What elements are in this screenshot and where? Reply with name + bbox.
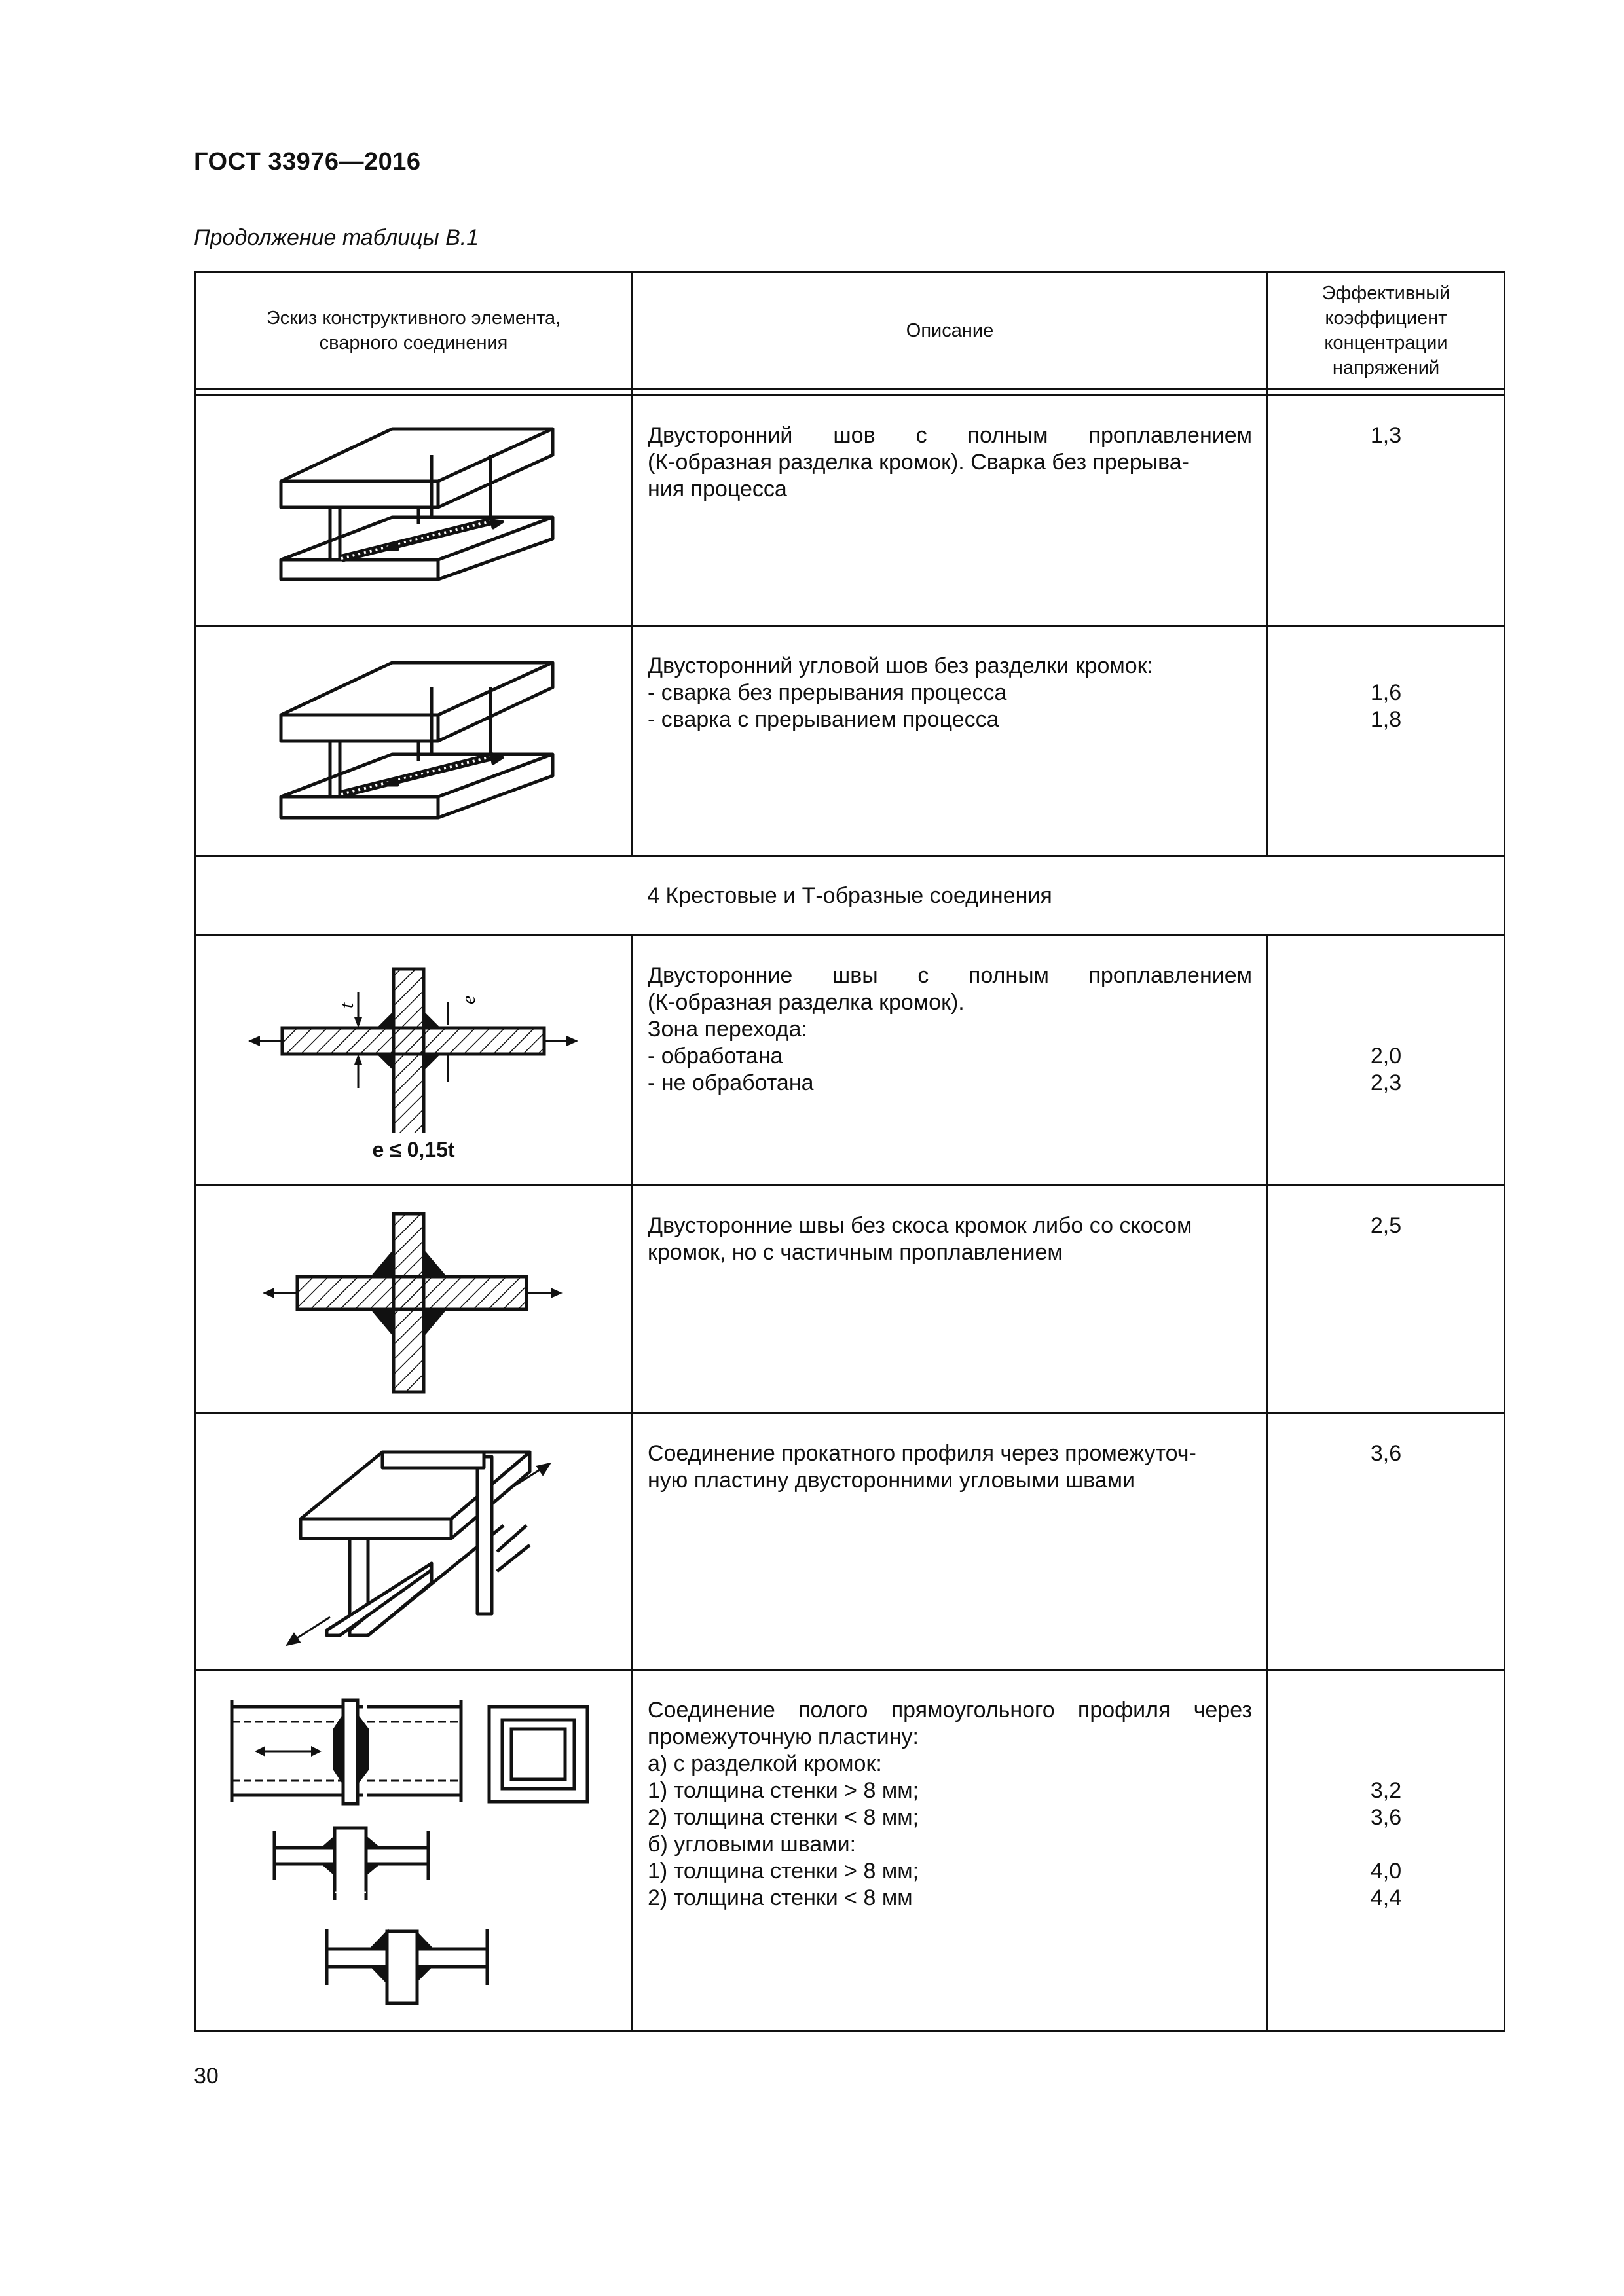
description-line: промежуточную пластину: [648, 1724, 919, 1749]
coefficient-value [1268, 1697, 1504, 1724]
table-row [195, 1186, 1505, 1413]
description-line: - не обработана [648, 1070, 814, 1095]
coefficient-cell [1268, 1413, 1505, 1670]
column-header-sketch: Эскиз конструктивного элемента, сварного соединения [195, 272, 633, 390]
description-line: (К-образная разделка кромок). [648, 990, 965, 1015]
effective-stress-table [194, 271, 1505, 2032]
column-header-description: Описание [633, 272, 1268, 390]
description-line: ния процесса [648, 477, 787, 501]
coefficient-value: 2,5 [1370, 1213, 1402, 1238]
document-number: ГОСТ 33976—2016 [194, 148, 421, 175]
section-title: 4 Крестовые и Т-образные соединения [195, 856, 1505, 936]
description-cell [633, 1413, 1268, 1670]
description-line: Соединение полого прямоугольного профиля через [648, 1698, 1252, 1722]
coefficient-cell [1268, 626, 1505, 856]
coefficient-value: 3,6 [1370, 1441, 1402, 1466]
description-cell [633, 395, 1268, 626]
coefficient-value [1268, 1831, 1504, 1858]
coefficient-cell [1268, 936, 1505, 1186]
table-caption: Продолжение таблицы В.1 [194, 225, 479, 250]
column-header-coefficient: Эффективный коэффициент концентрации напряжений [1268, 272, 1505, 390]
coefficient-cell [1268, 1186, 1505, 1413]
i-beam-butt-weld-sketch-icon [196, 396, 629, 624]
coefficient-value [1268, 1016, 1504, 1043]
table-row [195, 1413, 1505, 1670]
description-line: 1) толщина стенки > 8 мм; [648, 1778, 919, 1803]
description-line: Зона перехода: [648, 1017, 807, 1042]
sketch-cell [195, 395, 633, 626]
offset-label: e [458, 995, 479, 1004]
coefficient-cell [1268, 395, 1505, 626]
coefficient-value [1268, 1751, 1504, 1777]
coefficient-value [1268, 653, 1504, 680]
coefficient-value: 2,3 [1370, 1070, 1402, 1095]
i-beam-fillet-weld-sketch-icon [196, 627, 629, 854]
description-line: Соединение прокатного профиля через промежуточ- [648, 1441, 1196, 1466]
description-line: (К-образная разделка кромок). Сварка без прерыва- [648, 450, 1189, 475]
description-line: Двусторонние швы без скоса кромок либо со скосом [648, 1213, 1192, 1238]
description-line: ную пластину двусторонними угловыми швами [648, 1468, 1135, 1493]
cruciform-joint-full-penetration-sketch-icon [196, 936, 629, 1133]
sketch-cell [195, 1413, 633, 1670]
coefficient-value: 1,6 [1370, 680, 1402, 705]
sketch-cell [195, 1186, 633, 1413]
rolled-profile-intermediate-plate-sketch-icon [196, 1414, 629, 1668]
sketch-cell [195, 1670, 633, 2032]
table-row [195, 395, 1505, 626]
description-line: - сварка без прерывания процесса [648, 680, 1007, 705]
coefficient-value: 1,8 [1370, 707, 1402, 732]
coefficient-cell [1268, 1670, 1505, 2032]
description-line: Двусторонний шов с полным проплавлением [648, 423, 1252, 448]
hollow-rectangular-section-plate-sketch-icon [196, 1671, 629, 2030]
table-row [195, 936, 1505, 1186]
sketch-formula: e ≤ 0,15t [372, 1138, 455, 1161]
coefficient-value: 3,6 [1370, 1805, 1402, 1830]
coefficient-value: 4,0 [1370, 1859, 1402, 1884]
table-header-row [195, 272, 1505, 390]
coefficient-value: 1,3 [1370, 423, 1402, 448]
coefficient-value: 2,0 [1370, 1044, 1402, 1068]
description-line: 2) толщина стенки < 8 мм; [648, 1805, 919, 1830]
thickness-label: t [336, 1002, 358, 1008]
description-cell [633, 936, 1268, 1186]
coefficient-value: 4,4 [1370, 1886, 1402, 1910]
coefficient-value: 3,2 [1370, 1778, 1402, 1803]
table-row [195, 1670, 1505, 2032]
page-number: 30 [194, 2064, 219, 2088]
description-cell [633, 626, 1268, 856]
description-line: кромок, но с частичным проплавлением [648, 1240, 1063, 1265]
description-cell [633, 1186, 1268, 1413]
description-line: б) угловыми швами: [648, 1832, 857, 1857]
description-line: - обработана [648, 1044, 783, 1068]
header-separator [195, 390, 1505, 395]
table-row [195, 626, 1505, 856]
sketch-cell [195, 936, 633, 1186]
description-line: а) с разделкой кромок: [648, 1751, 882, 1776]
description-line: Двусторонние швы с полным проплавлением [648, 963, 1252, 988]
description-line: 2) толщина стенки < 8 мм [648, 1886, 913, 1910]
section-row [195, 856, 1505, 936]
coefficient-value [1268, 1724, 1504, 1751]
description-line: - сварка с прерыванием процесса [648, 707, 999, 732]
sketch-cell [195, 626, 633, 856]
coefficient-value [1268, 962, 1504, 989]
description-line: 1) толщина стенки > 8 мм; [648, 1859, 919, 1884]
coefficient-value [1268, 989, 1504, 1016]
cruciform-joint-partial-penetration-sketch-icon [196, 1186, 629, 1409]
description-cell [633, 1670, 1268, 2032]
description-line: Двусторонний угловой шов без разделки кромок: [648, 653, 1154, 678]
